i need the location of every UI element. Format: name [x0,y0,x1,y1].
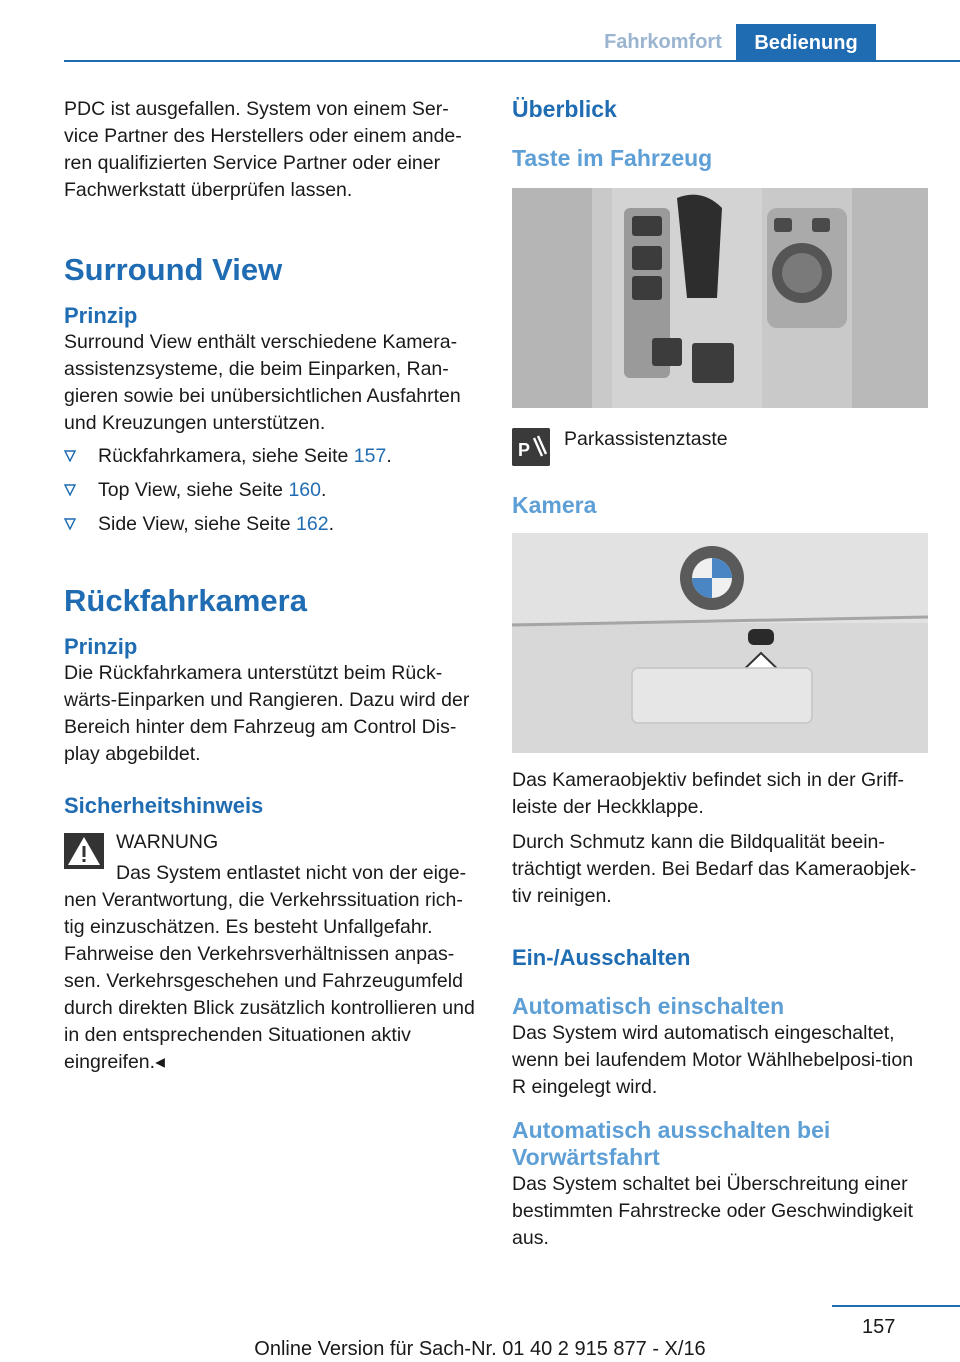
list-item-end: . [386,445,392,467]
kamera-paragraph-1: Das Kameraobjektiv befindet sich in der Griff-leiste der Heckklappe. [512,769,904,818]
warning-label: WARNUNG [116,831,219,853]
page-link-162[interactable]: 162 [296,513,329,535]
parkassist-button-row [512,426,932,468]
page-number: 157 [862,1316,896,1338]
svg-text:P: P [518,440,531,460]
subheading-prinzip-rueck: Prinzip [64,634,138,659]
warning-block [64,829,480,887]
tab-fahrkomfort[interactable]: Fahrkomfort [604,31,722,53]
center-console-photo [512,188,928,408]
heading-ueberblick: Überblick [512,96,617,122]
list-item [64,511,480,545]
surround-paragraph: Surround View enthält verschiedene Kamera-assistenzsysteme, die beim Einparken, Ran-gieren sowie bei unübersichtlichen Ausfahrten und Kreuzungen unterstützen. [64,331,461,434]
subheading-automatisch-einschalten: Automatisch einschalten [512,993,785,1019]
tab-bedienung[interactable]: Bedienung [736,24,876,62]
list-item-text: Side View, siehe Seite [98,513,297,535]
list-item-end: . [328,513,334,535]
page-link-157[interactable]: 157 [353,445,387,467]
page-link-160[interactable]: 160 [288,479,321,501]
list-item-end: . [320,479,327,501]
rueck-paragraph: Die Rückfahrkamera unterstützt beim Rück-wärts-Einparken und Rangieren. Dazu wird der Bereich hinter dem Fahrzeug am Control Dis-play abgebildet. [64,662,470,765]
subheading-taste-im-fahrzeug: Taste im Fahrzeug [512,145,713,171]
triangle-bullet-icon [64,484,76,496]
left-column [64,96,480,1076]
subheading-automatisch-ausschalten: Automatisch ausschalten bei Vorwärtsfahrt [512,1117,831,1170]
subheading-kamera: Kamera [512,492,597,518]
triangle-bullet-icon [64,450,76,462]
list-item-text: Top View, siehe Seite [98,479,289,501]
auto-aus-paragraph: Das System schaltet bei Überschreitung einer bestimmten Fahrstrecke oder Geschwindigkeit aus. [512,1173,913,1249]
triangle-bullet-icon [64,518,76,530]
warning-text-first-line: Das System entlastet nicht von der eige- [116,862,467,884]
list-item [64,477,480,511]
kamera-paragraph-2: Durch Schmutz kann die Bildqualität beein-trächtigt werden. Bei Bedarf das Kameraobjek-tiv reinigen. [512,831,917,907]
online-version-note: Online Version für Sach-Nr. 01 40 2 915 877 - X/16 [254,1338,706,1360]
heading-ein-ausschalten: Ein-/Ausschalten [512,945,691,970]
parkassist-label: Parkassistenztaste [564,428,728,450]
list-item [64,443,480,477]
section-title-surround-view: Surround View [64,252,283,287]
subheading-prinzip-surround: Prinzip [64,303,138,328]
right-column [512,96,932,1252]
intro-paragraph: PDC ist ausgefallen. System von einem Ser-vice Partner des Herstellers oder einem ande-ren qualifizierten Service Partner oder einer Fachwerkstatt überprüfen lassen. [64,98,462,201]
header-rule [64,60,960,62]
warning-text: nen Verantwortung, die Verkehrssituation rich-tig einzuschätzen. Es besteht Unfallgefahr. Fahrweise den Verkehrsverhältnissen anpas-sen. Verkehrsgeschehen und Fahrzeugumfeld durch direkten Blick zusätzlich kontrollieren und in den entsprechenden Situationen aktiv eingreifen.◂ [64,889,475,1073]
footer-rule [832,1305,960,1307]
rear-camera-photo [512,533,928,753]
auto-ein-paragraph: Das System wird automatisch eingeschaltet, wenn bei laufendem Motor Wählhebelposi-tion R eingelegt wird. [512,1022,914,1098]
park-assist-icon [512,428,550,466]
subheading-sicherheitshinweis: Sicherheitshinweis [64,793,264,818]
section-title-rueckfahrkamera: Rückfahrkamera [64,583,307,618]
reference-list [64,443,480,545]
warning-triangle-icon [64,833,104,869]
list-item-text: Rückfahrkamera, siehe Seite [98,445,354,467]
